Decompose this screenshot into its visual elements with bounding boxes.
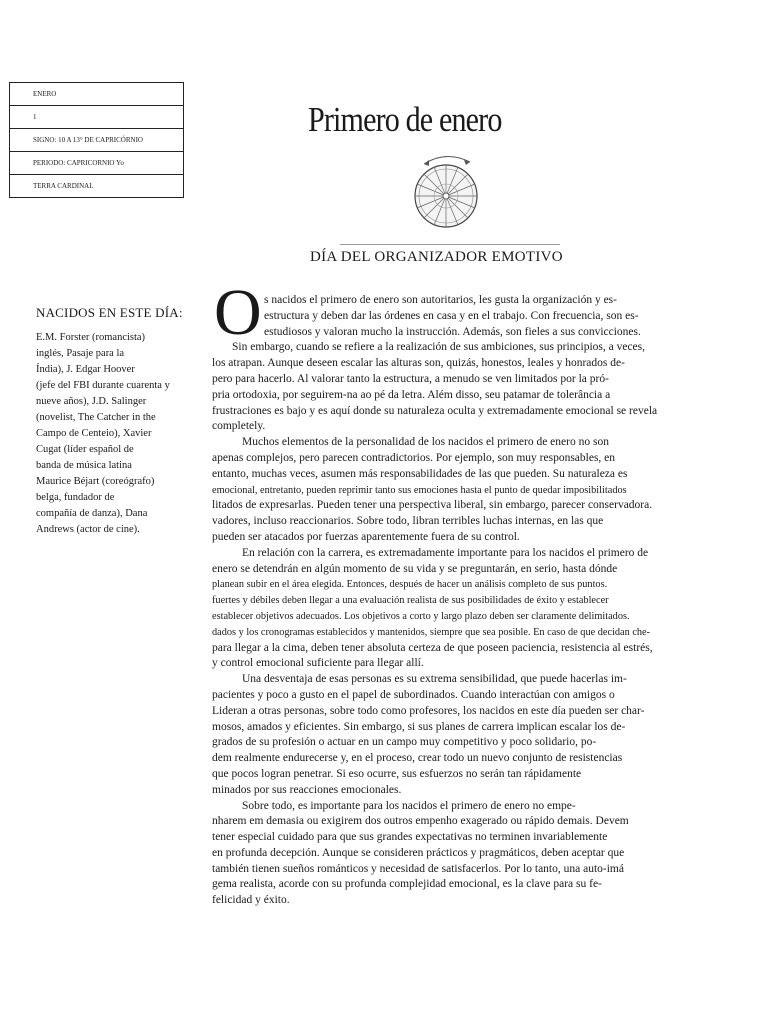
body-line: emocional, entretanto, pueden reprimir tanto sus emociones hasta el punto de quedar imposibilitados	[212, 484, 627, 496]
info-month: ENERO	[10, 83, 183, 106]
body-line: minados por sus reacciones emocionales.	[212, 783, 402, 796]
drop-cap: O	[214, 276, 262, 349]
born-line: Campo de Centeio), Xavier	[36, 428, 152, 439]
body-line: En relación con la carrera, es extremadamente importante para los nacidos el primero de	[242, 546, 649, 559]
body-line: litados de expresarlas. Pueden tener una perspectiva liberal, sin embargo, parecer conservadora.	[212, 499, 653, 512]
body-line: vadores, incluso reaccionarios. Sobre todo, libran terribles luchas internas, en las que	[212, 515, 604, 528]
body-line: pria ortodoxia, por seguirem-na ao pé da letra. Além disso, seu patamar de tolerância a	[212, 388, 611, 401]
born-heading: NACIDOS EN ESTE DÍA:	[36, 305, 183, 320]
body-line: en profunda decepción. Aunque se consideren prácticos y pragmáticos, deben aceptar que	[212, 846, 625, 859]
body-line: establecer objetivos adecuados. Los objetivos a corto y largo plazo deben ser claramente delimitados.	[212, 610, 630, 622]
info-box	[9, 82, 184, 198]
body-line: fuertes y débiles deben llegar a una evaluación realista de sus posibilidades de éxito y establecer	[212, 595, 609, 607]
body-line: Una desventaja de esas personas es su extrema sensibilidad, que puede hacerlas im-	[242, 673, 627, 686]
body-line: para llegar a la cima, deben tener absoluta certeza de que poseen paciencia, resistencia al estrés,	[212, 641, 653, 654]
body-line: Sin embargo, cuando se refiere a la realización de sus ambiciones, sus principios, a veces,	[232, 341, 646, 354]
title-divider	[340, 244, 560, 245]
body-line: nharem em demasia ou exigirem dos outros empenho exagerado ou rápido demais. Devem	[212, 815, 629, 828]
page-title: Primero de enero	[308, 100, 502, 139]
wheel-emblem-icon	[410, 152, 482, 230]
body-line: pueden ser atacados por fuerzas aparentemente fuera de su control.	[212, 530, 520, 543]
day-title: DÍA DEL ORGANIZADOR EMOTIVO	[310, 249, 563, 265]
born-line: compañía de danza), Dana	[36, 508, 148, 519]
born-line: belga, fundador de	[36, 492, 115, 503]
body-line: estudiosos y valoran mucho la instrucción. Además, son fieles a sus convicciones.	[264, 325, 641, 338]
info-period: PERIODO: CAPRICORNIO Yo	[10, 152, 183, 175]
born-line: inglés, Pasaje para la	[36, 348, 125, 359]
body-line: tener especial cuidado para que sus grandes expectativas no terminen invariablemente	[212, 831, 608, 844]
body-line: estructura y deben dar las órdenes en casa y en el trabajo. Con frecuencia, son es-	[264, 309, 639, 322]
born-line: Andrews (actor de cine).	[36, 524, 140, 535]
body-line: frustraciones es bajo y es aquí donde su naturaleza oculta y extremadamente emocional se revela	[212, 404, 658, 417]
body-line: planean subir en el área elegida. Entonces, después de hacer un análisis completo de sus puntos.	[212, 579, 608, 591]
body-line: completely.	[212, 420, 266, 433]
body-line: enero se detendrán en algún momento de su vida y se preguntarán, en serio, hasta dónde	[212, 562, 618, 575]
body-line: gema realista, acorde con su profunda complejidad emocional, es la clave para su fe-	[212, 878, 602, 891]
body-line: Sobre todo, es importante para los nacidos el primero de enero no empe-	[242, 799, 576, 812]
body-line: felicidad y éxito.	[212, 894, 290, 907]
body-line: grados de su profesión o actuar en un campo muy competitivo y poco solidario, po-	[212, 736, 597, 749]
body-line: dem realmente endurecerse y, en el proceso, crear todo un nuevo conjunto de resistencias	[212, 752, 623, 765]
body-line: pero para hacerlo. Al valorar tanto la estructura, a menudo se ven limitados por la pró-	[212, 372, 609, 385]
born-line: (jefe del FBI durante cuarenta y	[36, 380, 170, 391]
born-line: banda de música latina	[36, 460, 132, 471]
body-line: apenas complejos, pero parecen contradictorios. Por ejemplo, son muy responsables, en	[212, 451, 616, 464]
body-line: mosos, amados y eficientes. Sin embargo, si sus planes de carrera implican escalar los de-	[212, 720, 626, 733]
body-line: s nacidos el primero de enero son autoritarios, les gusta la organización y es-	[264, 294, 617, 306]
body-line: Muchos elementos de la personalidad de los nacidos el primero de enero no son	[242, 436, 609, 449]
body-line: Lideran a otras personas, sobre todo como profesores, los nacidos en este día pueden ser char-	[212, 704, 645, 717]
born-line: (novelist, The Catcher in the	[36, 412, 156, 423]
born-line: Índia), J. Edgar Hoover	[36, 364, 135, 375]
info-sign: SIGNO: 10 A 13° DE CAPRICÓRNIO	[10, 129, 183, 152]
body-line: dados y los cronogramas establecidos y mantenidos, siempre que sea posible. En caso de que decidan che-	[212, 626, 651, 638]
body-line: que pocos logran penetrar. Si eso ocurre, sus esfuerzos no serán tan rápidamente	[212, 767, 582, 780]
body-line: pacientes y poco a gusto en el papel de subordinados. Cuando interactúan con amigos o	[212, 688, 615, 701]
info-element: TERRA CARDINAL	[33, 182, 94, 190]
born-line: E.M. Forster (romancista)	[36, 332, 146, 343]
body-line: entanto, muchas veces, asumen más responsabilidades de las que pueden. Su naturaleza es	[212, 467, 628, 480]
body-text	[212, 293, 708, 909]
body-line: también tienen sueños románticos y necesidad de satisfacerlos. Por lo tanto, una auto-imá	[212, 862, 624, 875]
born-line: Maurice Béjart (coreógrafo)	[36, 476, 155, 487]
info-day: 1	[10, 106, 183, 129]
body-line: los atrapan. Aunque deseen escalar las alturas son, quizás, honestos, leales y honrados de-	[212, 357, 625, 370]
born-list	[36, 330, 196, 538]
born-line: Cugat (líder español de	[36, 444, 134, 455]
born-line: nueve años), J.D. Salinger	[36, 396, 147, 407]
body-line: y control emocional suficiente para llegar allí.	[212, 657, 424, 670]
